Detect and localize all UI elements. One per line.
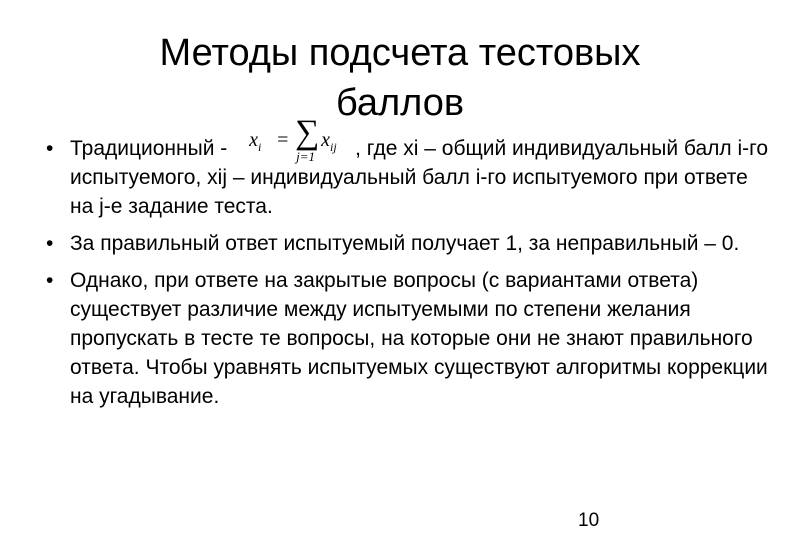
slide-title-line-1: Методы подсчета тестовых bbox=[159, 32, 641, 74]
bullet-text: За правильный ответ испытуемый получает 1, за неправильный – 0. bbox=[70, 232, 740, 255]
bullet-item-guessing bbox=[46, 266, 776, 411]
bullet-marker: • bbox=[46, 232, 54, 255]
bullet-text-prefix: Традиционный - bbox=[70, 137, 234, 160]
bullet-text: Однако, при ответе на закрытые вопросы (с вариантами ответа) существует различие между испытуемыми по степени желания пропускать в тесте те вопросы, на которые они не знают правильного ответа. Чтобы уравнять испытуемых существуют алгоритмы коррекции на угадывание. bbox=[70, 269, 768, 408]
bullet-list bbox=[46, 114, 776, 419]
formula-rhs: $x_{ij}$ bbox=[321, 129, 337, 154]
bullet-marker: • bbox=[46, 137, 54, 160]
bullet-item-traditional bbox=[46, 114, 776, 221]
formula-lower-limit: j=1 bbox=[296, 149, 315, 164]
page-number: 10 bbox=[578, 510, 600, 531]
sigma-symbol: ∑ bbox=[295, 114, 320, 151]
formula-lhs: $x_i$ bbox=[249, 129, 262, 154]
bullet-text-suffix: , где xi – общий индивидуальный балл i-го испытуемого, xij – индивидуальный балл i-го испытуемого при ответе на j-е задание теста. bbox=[70, 137, 769, 218]
bullet-item-scoring bbox=[46, 229, 776, 258]
formula-equals: = bbox=[277, 129, 289, 151]
bullet-marker: • bbox=[46, 269, 54, 292]
slide-title-line-2: баллов bbox=[335, 82, 465, 124]
sum-formula bbox=[233, 114, 355, 164]
